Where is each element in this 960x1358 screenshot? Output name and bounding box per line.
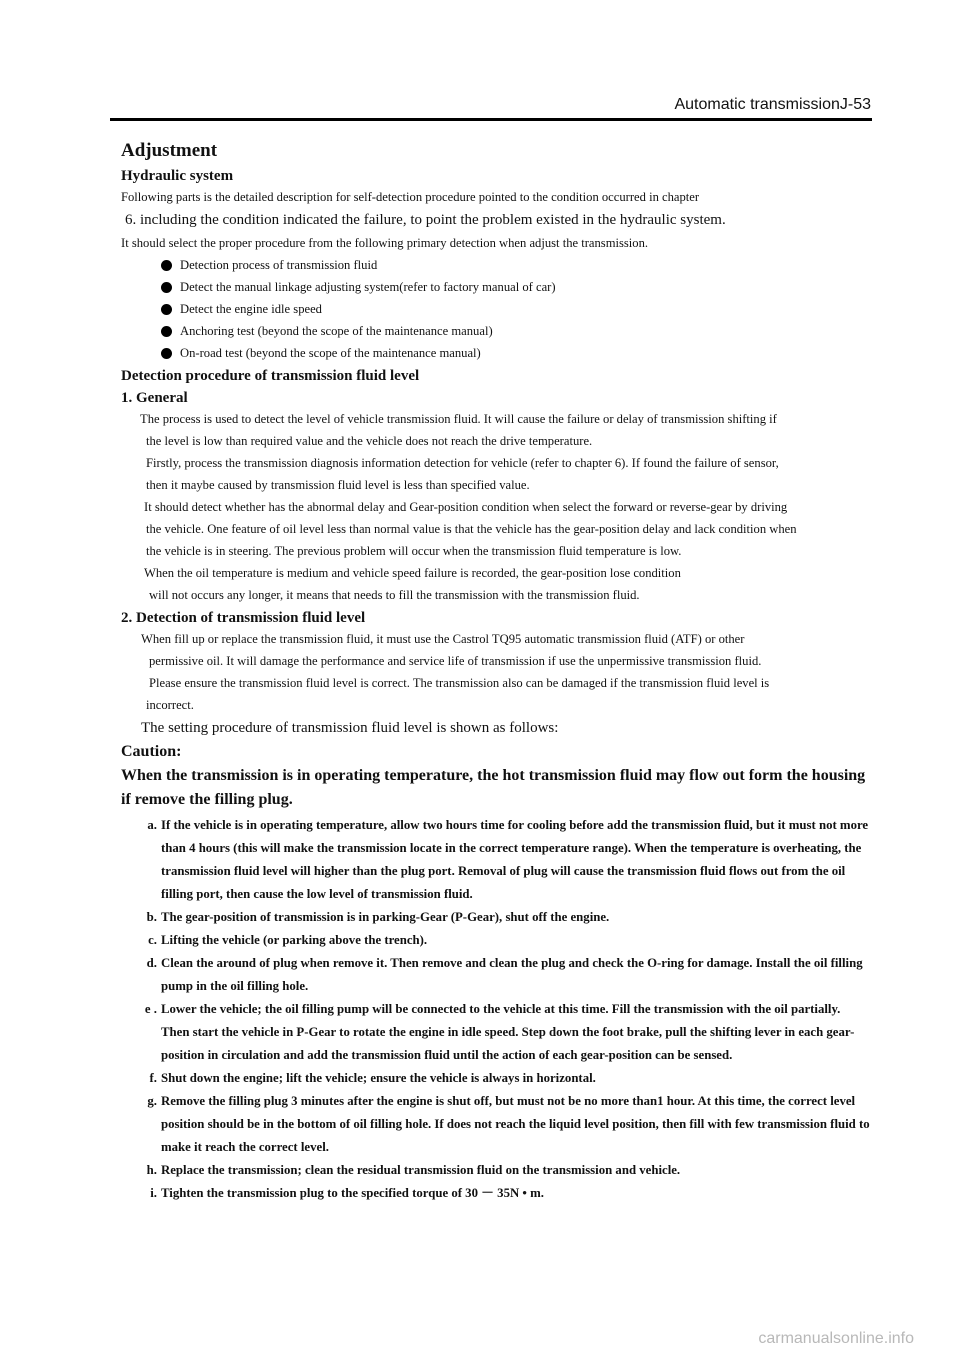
bullet-dot-icon	[161, 260, 172, 271]
general-line: The process is used to detect the level of vehicle transmission fluid. It will cause the failure or delay of transmission shifting if	[140, 412, 777, 426]
bullet-dot-icon	[161, 326, 172, 337]
step-item	[121, 929, 871, 952]
bullet-dot-icon	[161, 304, 172, 315]
step-text: Remove the filling plug 3 minutes after the engine is shut off, but must not be no more than1 hour. At this time, the correct level position should be in the bottom of oil filling hole. If does not reach the liquid level position, then fill with few transmission fluid to make it reach the correct level.	[161, 1094, 870, 1154]
step-item	[121, 814, 871, 906]
step-text: Lower the vehicle; the oil filling pump will be connected to the vehicle at this time. Fill the transmission with the oil partially. Then start the vehicle in P-Gear to rotate the engine in idle speed. Step down the foot brake, pull the shifting lever in each gear-position in circulation and add the transmission fluid until the action of each gear-position can be sensed.	[161, 1002, 855, 1062]
header-rule	[110, 118, 872, 121]
step-text: Shut down the engine; lift the vehicle; ensure the vehicle is always in horizontal.	[161, 1071, 596, 1085]
step-item	[121, 1067, 871, 1090]
bullet-dot-icon	[161, 348, 172, 359]
level-line: permissive oil. It will damage the performance and service life of transmission if use the unpermissive transmission fluid.	[149, 654, 762, 668]
intro-line-2: 6. including the condition indicated the failure, to point the problem existed in the hydraulic system.	[125, 212, 726, 228]
step-item	[121, 952, 871, 998]
detection-heading: Detection procedure of transmission fluid level	[121, 368, 420, 384]
step-text: The gear-position of transmission is in parking-Gear (P-Gear), shut off the engine.	[161, 910, 610, 924]
step-item	[121, 1182, 871, 1205]
bullet-item	[159, 342, 871, 364]
step-item	[121, 1159, 871, 1182]
step-item	[121, 906, 871, 929]
general-line: Firstly, process the transmission diagnosis information detection for vehicle (refer to chapter 6). If found the failure of sensor,	[146, 456, 779, 470]
section-title: Adjustment	[121, 140, 218, 161]
bullet-item	[159, 254, 871, 276]
level-line: When fill up or replace the transmission fluid, it must use the Castrol TQ95 automatic transmission fluid (ATF) or other	[141, 632, 745, 646]
caution-label: Caution:	[121, 743, 182, 760]
step-label: e .	[144, 1002, 157, 1016]
general-line: will not occurs any longer, it means that needs to fill the transmission with the transmission fluid.	[149, 588, 640, 602]
step-label: i.	[150, 1186, 157, 1200]
general-line: then it maybe caused by transmission fluid level is less than specified value.	[146, 478, 530, 492]
step-label: g.	[147, 1094, 157, 1108]
level-paragraphs	[121, 628, 871, 716]
bullet-item	[159, 320, 871, 342]
general-heading: 1. General	[121, 390, 188, 406]
page-header-title: Automatic transmissionJ-53	[674, 96, 871, 113]
setting-procedure-line: The setting procedure of transmission fluid level is shown as follows:	[141, 720, 559, 736]
level-line: incorrect.	[146, 698, 194, 712]
general-line: It should detect whether has the abnormal delay and Gear-position condition when select the forward or reverse-gear by driving	[144, 500, 788, 514]
step-text: Lifting the vehicle (or parking above the trench).	[161, 933, 428, 947]
procedure-steps	[121, 814, 871, 1205]
step-item	[121, 1090, 871, 1159]
intro-line-3: It should select the proper procedure from the following primary detection when adjust the transmission.	[121, 236, 649, 250]
step-item	[121, 998, 871, 1067]
general-line: the vehicle. One feature of oil level less than normal value is that the vehicle has the gear-position delay and lack condition when	[146, 522, 797, 536]
step-label: a.	[147, 818, 157, 832]
step-label: d.	[146, 956, 157, 970]
level-heading: 2. Detection of transmission fluid level	[121, 610, 366, 626]
step-text: Tighten the transmission plug to the specified torque of 30 － 35N • m.	[161, 1186, 544, 1200]
bullet-item	[159, 276, 871, 298]
bullet-text: Detection process of transmission fluid	[180, 258, 378, 272]
step-label: c.	[148, 933, 157, 947]
page-content	[121, 138, 871, 1205]
hydraulic-heading: Hydraulic system	[121, 168, 234, 184]
general-paragraphs	[121, 408, 871, 606]
caution-text: When the transmission is in operating temperature, the hot transmission fluid may flow out form the housing if remove the filling plug.	[121, 767, 866, 808]
step-text: If the vehicle is in operating temperature, allow two hours time for cooling before add the transmission fluid, but it must not more than 4 hours (this will make the transmission locate in the correct temperature range). When the temperature is overheating, the transmission fluid level will higher than the plug port. Removal of plug will cause the transmission fluid flows out from the oil filling port, then cause the low level of transmission fluid.	[161, 818, 869, 901]
bullet-text: Anchoring test (beyond the scope of the maintenance manual)	[180, 324, 493, 338]
general-line: the level is low than required value and the vehicle does not reach the drive temperature.	[146, 434, 593, 448]
step-text: Replace the transmission; clean the residual transmission fluid on the transmission and vehicle.	[161, 1163, 681, 1177]
general-line: the vehicle is in steering. The previous problem will occur when the transmission fluid temperature is low.	[146, 544, 682, 558]
general-line: When the oil temperature is medium and vehicle speed failure is recorded, the gear-position lose condition	[144, 566, 681, 580]
bullet-text: On-road test (beyond the scope of the maintenance manual)	[180, 346, 481, 360]
bullet-item	[159, 298, 871, 320]
step-label: f.	[149, 1071, 157, 1085]
step-text: Clean the around of plug when remove it. Then remove and clean the plug and check the O-ring for damage. Install the oil filling pump in the oil filling hole.	[161, 956, 863, 993]
intro-line-1: Following parts is the detailed description for self-detection procedure pointed to the condition occurred in chapter	[121, 190, 700, 204]
bullet-text: Detect the manual linkage adjusting system(refer to factory manual of car)	[180, 280, 556, 294]
bullet-text: Detect the engine idle speed	[180, 302, 322, 316]
bullet-dot-icon	[161, 282, 172, 293]
level-line: Please ensure the transmission fluid level is correct. The transmission also can be damaged if the transmission fluid level is	[149, 676, 770, 690]
detection-bullet-list	[121, 254, 871, 364]
step-label: h.	[146, 1163, 157, 1177]
footer-watermark: carmanualsonline.info	[758, 1330, 914, 1347]
step-label: b.	[146, 910, 157, 924]
